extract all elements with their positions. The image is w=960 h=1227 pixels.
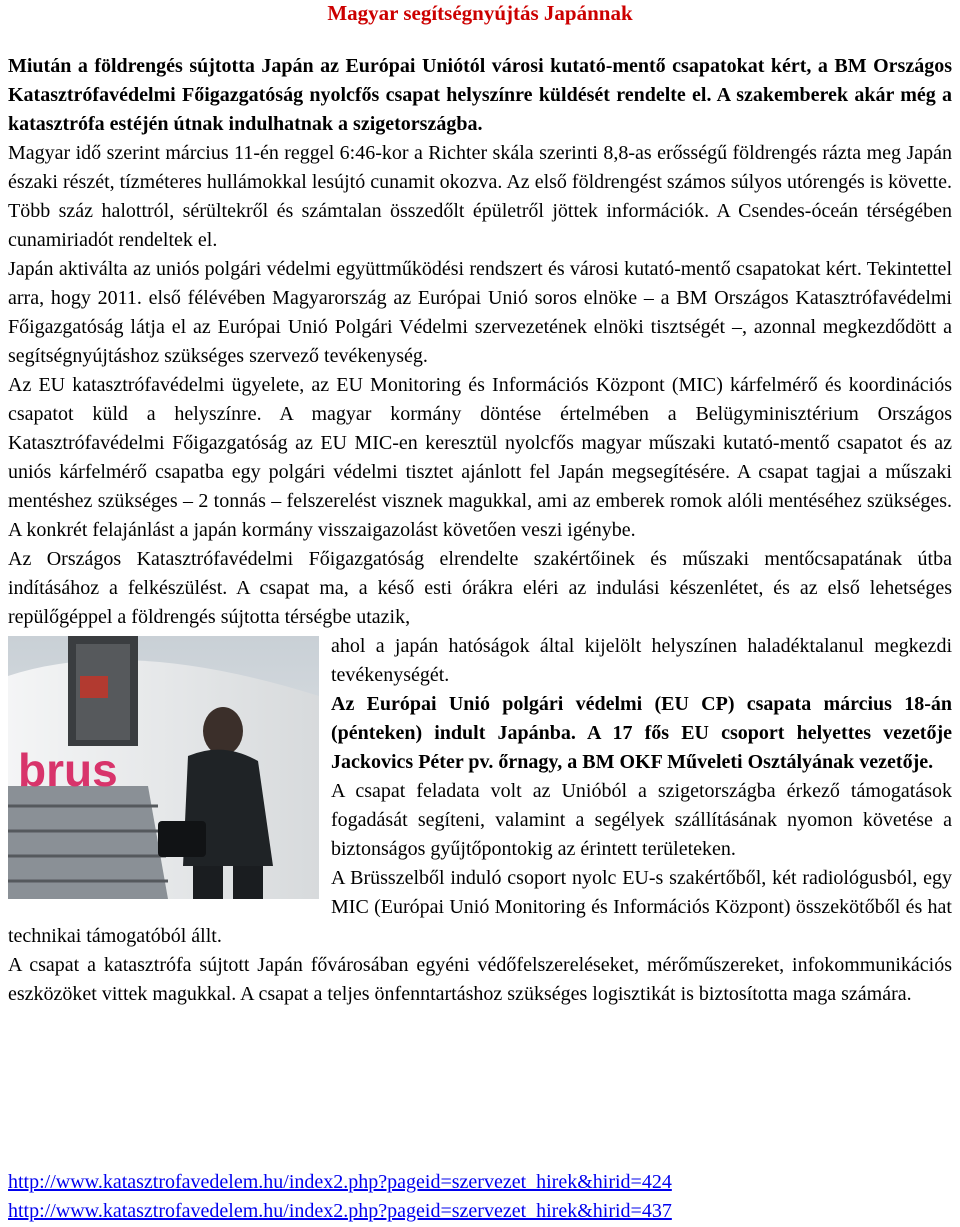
airplane-photo-svg [8,636,319,899]
source-link-437[interactable]: http://www.katasztrofavedelem.hu/index2.php?pageid=szervezet_hirek&hirid=437 [8,1200,672,1222]
source-links [0,1168,960,1226]
paragraph-equipment: A csapat a katasztrófa sújtott Japán fővárosában egyéni védőfelszereléseket, mérőműszereket, infokommunikációs eszközöket vittek magukkal. A csapat a teljes önfenntartáshoz szükséges logisztikát is biztosította maga számára. [8,954,952,1005]
source-link-424[interactable]: http://www.katasztrofavedelem.hu/index2.php?pageid=szervezet_hirek&hirid=424 [8,1171,672,1193]
paragraph-preparation-continued: ahol a japán hatóságok által kijelölt helyszínen haladéktalanul megkezdi tevékenységét. [331,635,952,686]
paragraph-earthquake: Magyar idő szerint március 11-én reggel 6:46-kor a Richter skála szerinti 8,8-as erősségű földrengés rázta meg Japán északi részét, tízméteres hullámokkal lesújtó cunamit okozva. Az első földrengést számos súlyos utórengés is követte. Több száz halottról, sérültekről és számtalan összedőlt épületről jöttek információk. A Csendes-óceán térségében cunamiriadót rendeltek el. [8,142,952,251]
document-body [0,52,960,1009]
airline-logo-text: brus [18,744,118,796]
paragraph-mic: Az EU katasztrófavédelmi ügyelete, az EU Monitoring és Információs Központ (MIC) kárfelmérő és koordinációs csapatot küld a helyszínre. A magyar kormány döntése értelmében a Belügyminisztérium Országos Katasztrófavédelmi Főigazgatóság az EU MIC-en keresztül nyolcfős magyar műszaki kutató-mentő csapatot és az uniós kárfelmérő csapatba egy polgári védelmi tisztet ajánlott fel Japán megsegítésére. A csapat tagjai a műszaki mentéshez szükséges – 2 tonnás – felszerelést visznek magukkal, ami az emberek romok alóli mentéséhez szükséges. A konkrét felajánlást a japán kormány visszaigazolást követően veszi igénybe. [8,374,952,541]
paragraph-brussels-group: A Brüsszelből induló csoport nyolc EU-s szakértőből, két radiológusból, egy MIC (Európai Unió Monitoring és Információs Központ) összekötőből és hat technikai támogatóból állt. [8,867,952,947]
document-title: Magyar segítségnyújtás Japánnak [327,1,633,25]
paragraph-activation: Japán aktiválta az uniós polgári védelmi együttműködési rendszert és városi kutató-mentő csapatokat kért. Tekintettel arra, hogy 2011. első félévében Magyarország az Európai Unió soros elnöke – a BM Országos Katasztrófavédelmi Főigazgatóság látja el az Európai Unió Polgári Védelmi szervezetének elnöki tisztségét –, azonnal megkezdődött a segítségnyújtáshoz szükséges szervező tevékenység. [8,258,952,367]
paragraph-eu-cp-team: Az Európai Unió polgári védelmi (EU CP) csapata március 18-án (pénteken) indult Japánba. A 17 fős EU csoport helyettes vezetője Jackovics Péter pv. őrnagy, a BM OKF Műveleti Osztályának vezetője. [331,693,952,773]
lead-paragraph: Miután a földrengés sújtotta Japán az Európai Uniótól városi kutató-mentő csapatokat kért, a BM Országos Katasztrófavédelmi Főigazgatóság nyolcfős csapat helyszínre küldését rendelte el. A szakemberek akár még a katasztrófa estéjén útnak indulhatnak a szigetországba. [8,55,952,135]
airplane-boarding-photo [8,636,319,899]
paragraph-preparation: Az Országos Katasztrófavédelmi Főigazgatóság elrendelte szakértőinek és műszaki mentőcsapatának útba indításához a felkészülést. A csapat ma, a késő esti órákra eléri az indulási készenlétet, és az első lehetséges repülőgéppel a földrengés sújtotta térségbe utazik, [8,548,952,628]
paragraph-team-task: A csapat feladata volt az Unióból a szigetországba érkező támogatások fogadását segíteni, valamint a segélyek szállításának nyomon követése a biztonságos gyűjtőpontokig az érintett területeken. [331,780,952,860]
